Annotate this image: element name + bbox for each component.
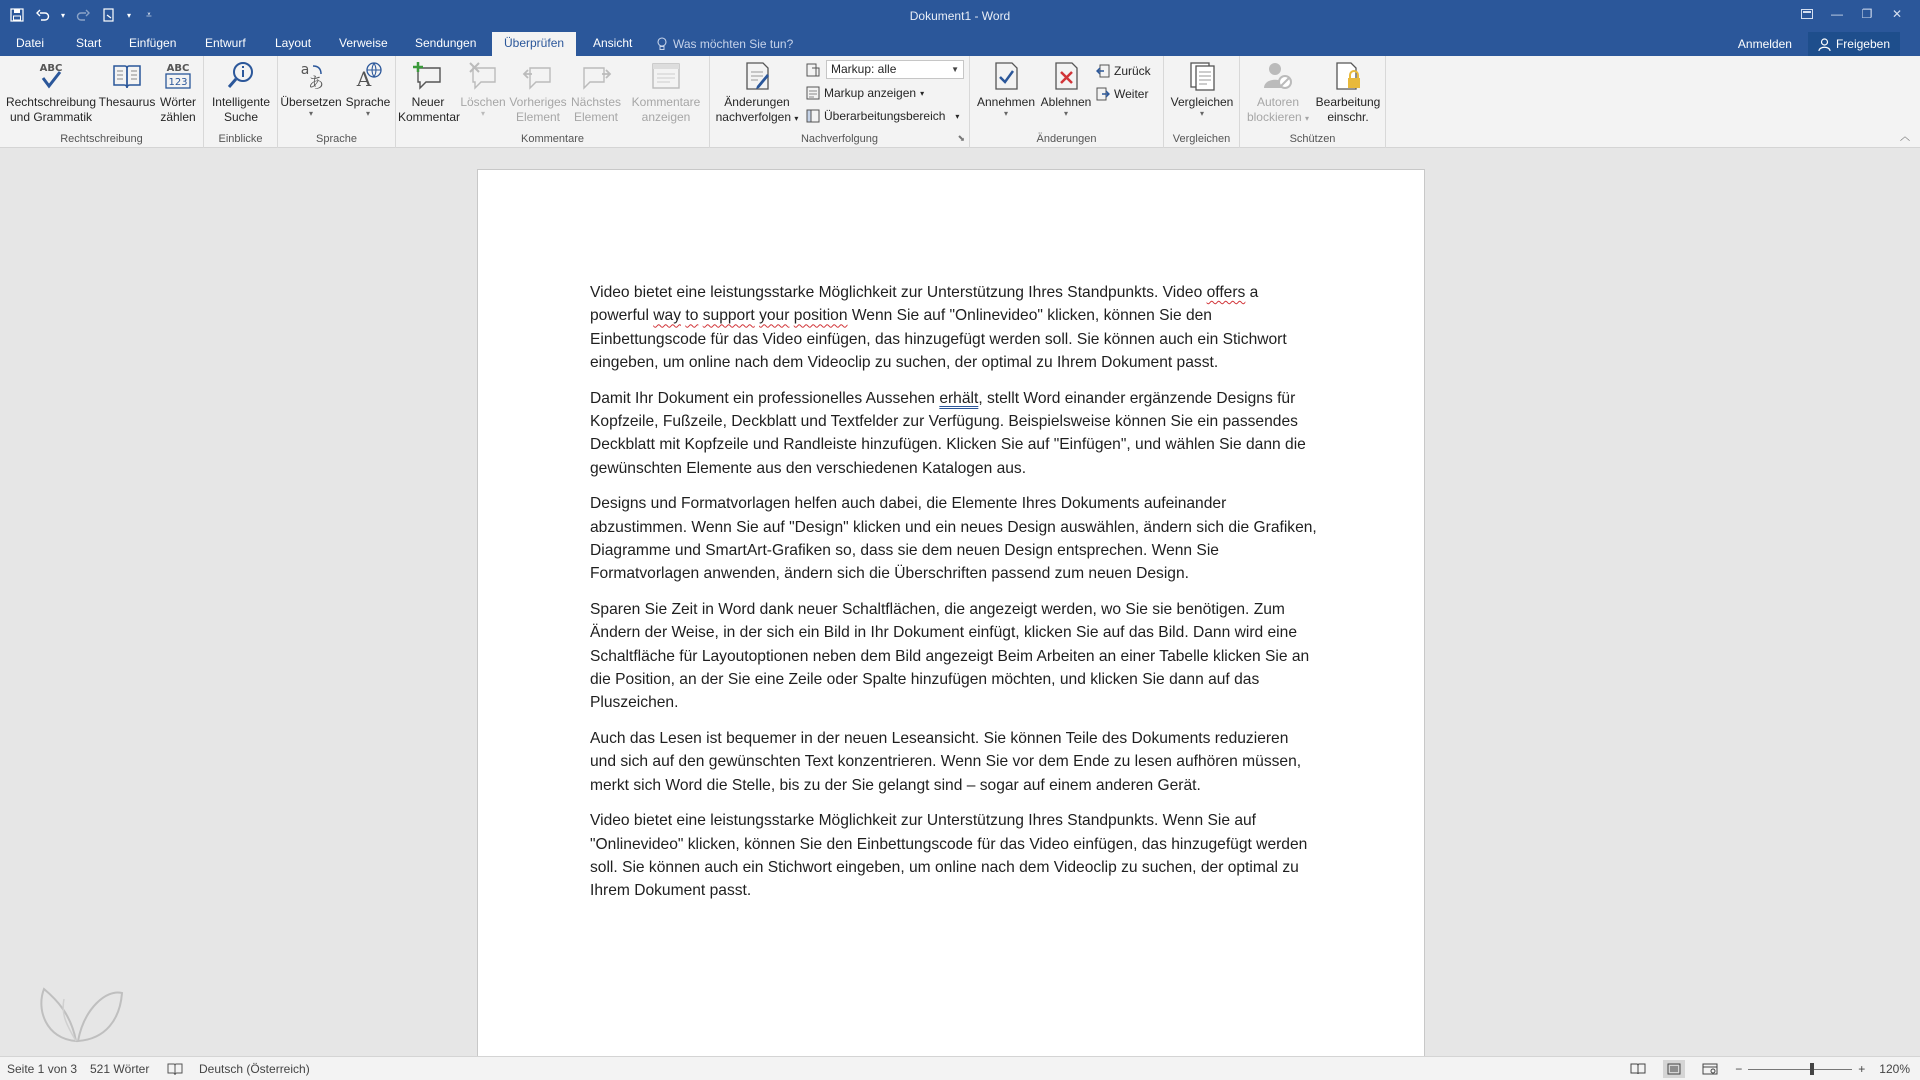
document-canvas[interactable] <box>0 149 1920 1056</box>
track-changes-icon <box>741 60 773 92</box>
grammar-flag-word[interactable]: erhält <box>939 389 979 407</box>
status-bar-right <box>1627 1060 1910 1078</box>
thesaurus-book-icon <box>111 60 143 92</box>
group-nachverfolgung <box>710 56 970 148</box>
paragraph-1 <box>590 281 1317 374</box>
block-authors-icon <box>1262 60 1294 92</box>
group-label-einblicke: Einblicke <box>218 133 263 145</box>
group-label-schuetzen: Schützen <box>1289 133 1336 145</box>
lightbulb-icon <box>656 37 668 51</box>
word-count[interactable]: 521 Wörter <box>90 1062 150 1076</box>
share-button[interactable] <box>1808 32 1900 56</box>
restrict-editing-lock-icon <box>1332 60 1364 92</box>
text-run: Wenn Sie auf "Onlinevideo" klicken, können Sie den Einbettungscode für das Video einfügen, das hinzugefügt werden soll. Sie können auch ein Stichwort eingeben, um online nach dem Videoclip zu suchen, der optimal zu Ihrem Dokument passt. <box>590 307 1287 371</box>
zoom-level[interactable]: 120% <box>1879 1062 1910 1076</box>
paragraph-3: Designs und Formatvorlagen helfen auch dabei, die Elemente Ihres Dokuments aufeinander abzustimmen. Wenn Sie auf "Design" klicken und ein neues Design auswählen, ändern sich die Grafiken, Diagramme und SmartArt-Grafiken so, dass sie dem neuen Design entsprechen. Wenn Sie Formatvorlagen anwenden, ändern sich die Überschriften passend zum neuen Design. <box>590 495 1317 583</box>
accept-button[interactable] <box>974 60 1038 118</box>
reject-caret-icon: ▾ <box>1063 109 1068 118</box>
text-run: Video bietet eine leistungsstarke Möglichkeit zur Unterstützung Ihres Standpunkts. Video <box>590 284 1207 301</box>
translate-button[interactable] <box>280 60 342 118</box>
compare-icon <box>1186 60 1218 92</box>
spelling-label-1: Rechtschreibung <box>5 95 97 109</box>
group-label-sprache: Sprache <box>316 133 357 145</box>
smart-lookup-icon <box>225 60 257 92</box>
group-einblicke <box>204 56 278 148</box>
thesaurus-label: Thesaurus <box>98 95 156 109</box>
accept-label: Annehmen <box>976 95 1036 109</box>
tab-ansicht[interactable]: Ansicht <box>593 36 633 50</box>
tab-layout[interactable]: Layout <box>275 36 312 50</box>
new-comment-label-2: Kommentar <box>398 110 461 124</box>
reviewing-pane-caret-icon: ▾ <box>955 111 960 121</box>
group-aenderungen <box>970 56 1164 148</box>
previous-change-label: Zurück <box>1114 64 1151 78</box>
web-layout-icon[interactable] <box>1699 1060 1721 1078</box>
group-rechtschreibung <box>0 56 204 148</box>
spell-check-icon <box>35 60 67 92</box>
wordcount-label-1: Wörter <box>160 95 196 109</box>
page-count[interactable]: Seite 1 von 3 <box>7 1062 78 1076</box>
svg-text:ABC: ABC <box>39 63 63 74</box>
zoom-in-button[interactable]: + <box>1858 1062 1866 1076</box>
group-vergleichen <box>1164 56 1240 148</box>
show-comments-label-1: Kommentare <box>631 95 701 109</box>
show-comments-button[interactable] <box>624 60 708 125</box>
compare-caret-icon: ▾ <box>1199 109 1204 118</box>
block-authors-button[interactable] <box>1244 60 1312 126</box>
restrict-editing-button[interactable] <box>1312 60 1384 125</box>
svg-text:あ: あ <box>307 73 325 92</box>
print-layout-icon[interactable] <box>1663 1060 1685 1078</box>
track-changes-button[interactable] <box>714 60 800 126</box>
next-comment-label-2: Element <box>573 110 619 124</box>
new-comment-icon <box>412 60 444 92</box>
svg-text:ABC: ABC <box>166 63 190 74</box>
translate-caret-icon: ▾ <box>308 109 313 118</box>
language-caret-icon: ▾ <box>365 109 370 118</box>
touch-dropdown-icon[interactable]: ▾ <box>126 10 131 20</box>
account-area <box>1738 32 1900 56</box>
paragraph-6: Video bietet eine leistungsstarke Möglichkeit zur Unterstützung Ihres Standpunkts. Wenn Sie auf "Onlinevideo" klicken, können Sie den Einbettungscode für das Video einfügen, das hinzugefügt werden soll. Sie können auch ein Stichwort eingeben, um online nach dem Videoclip zu suchen, der optimal zu Ihrem Dokument passt. <box>590 812 1308 900</box>
document-page[interactable] <box>477 169 1425 1059</box>
show-markup-label: Markup anzeigen <box>824 86 917 100</box>
status-bar <box>0 1056 1920 1080</box>
restrict-editing-label-2: einschr. <box>1327 110 1369 124</box>
text-run: a powerful <box>590 284 1259 325</box>
block-authors-label-2: blockieren <box>1246 110 1302 124</box>
group-label-rechtschreibung: Rechtschreibung <box>60 133 143 145</box>
word-count-icon <box>162 60 194 92</box>
svg-text:A: A <box>356 67 372 91</box>
prev-comment-label-1: Vorheriges <box>509 95 567 109</box>
tab-einfuegen[interactable]: Einfügen <box>129 36 177 50</box>
compare-label: Vergleichen <box>1170 95 1234 109</box>
smart-lookup-label-2: Suche <box>223 110 259 124</box>
markup-select[interactable] <box>826 60 964 79</box>
paragraph-2 <box>590 387 1317 480</box>
text-run: Damit Ihr Dokument ein professionelles Aussehen <box>590 389 940 407</box>
reject-button[interactable] <box>1038 60 1094 118</box>
show-comments-icon <box>650 60 682 92</box>
markup-select-value: Markup: alle <box>831 62 897 76</box>
tell-me-box[interactable] <box>656 32 793 56</box>
proofing-status-icon[interactable] <box>167 1062 183 1079</box>
translate-label: Übersetzen <box>280 95 342 109</box>
next-change-button[interactable] <box>1096 84 1148 104</box>
translate-icon <box>295 60 327 92</box>
spelling-error-word[interactable]: way <box>653 307 682 325</box>
previous-comment-icon <box>522 60 554 92</box>
spelling-label-2: und Grammatik <box>9 110 93 124</box>
reviewing-pane-icon <box>806 109 820 123</box>
document-title: Dokument1 - Word <box>909 9 1011 23</box>
track-changes-label-1: Änderungen <box>724 95 790 109</box>
sign-in-link[interactable]: Anmelden <box>1737 37 1792 51</box>
share-label: Freigeben <box>1835 37 1890 51</box>
next-comment-icon <box>580 60 612 92</box>
next-comment-label-1: Nächstes <box>570 95 622 109</box>
spelling-error-word[interactable]: position <box>793 307 848 325</box>
tab-verweise[interactable]: Verweise <box>339 36 388 50</box>
tab-ueberpruefen[interactable]: Überprüfen <box>492 32 576 56</box>
collapse-ribbon-chevron-up-icon[interactable]: ︿ <box>1900 132 1910 143</box>
tab-sendungen[interactable]: Sendungen <box>415 36 477 50</box>
group-label-vergleichen: Vergleichen <box>1172 133 1231 145</box>
show-markup-caret-icon: ▾ <box>920 88 925 98</box>
spelling-grammar-button[interactable] <box>4 60 98 125</box>
prev-comment-label-2: Element <box>515 110 561 124</box>
language-label: Sprache <box>345 95 391 109</box>
language-button[interactable] <box>342 60 394 118</box>
ribbon-tabs <box>0 32 1920 56</box>
next-change-label: Weiter <box>1114 87 1149 101</box>
delete-comment-icon <box>467 60 499 92</box>
spelling-error-word[interactable]: to <box>685 307 699 325</box>
svg-text:a: a <box>300 62 310 78</box>
tab-datei[interactable]: Datei <box>16 36 45 50</box>
paragraph-5: Auch das Lesen ist bequemer in der neuen Leseansicht. Sie können Teile des Dokuments reduzieren und sich auf den gewünschten Text konzentrieren. Wenn Sie vor dem Ende zu lesen aufhören müssen, merkt sich Word die Stelle, bis zu der Sie gelangt sind – sogar auf einem anderen Gerät. <box>590 730 1302 794</box>
track-changes-caret-icon: ▾ <box>794 114 799 123</box>
customize-icon[interactable]: ⩡ <box>146 9 152 21</box>
zoom-out-button[interactable]: − <box>1735 1062 1743 1076</box>
spelling-error-word[interactable]: offers <box>1206 284 1246 301</box>
track-changes-label-2: nachverfolgen <box>715 110 792 124</box>
text-run: , stellt Word einander ergänzende Designs für Kopfzeile, Fußzeile, Deckblatt und Textfelder zur Verfügung. Beispielsweise können Sie ein passendes Deckblatt mit Kopfzeile und Randleiste hinzufügen. Klicken Sie auf "Einfügen", und wählen Sie dann die gewünschten Elemente aus den verschiedenen Katalogen aus. <box>590 389 1306 477</box>
previous-comment-button[interactable] <box>508 60 568 125</box>
show-markup-icon <box>806 86 820 100</box>
butterfly-watermark-icon <box>36 969 126 1049</box>
smart-lookup-label-1: Intelligente <box>211 95 271 109</box>
title-bar <box>0 0 1920 32</box>
undo-dropdown-icon[interactable]: ▾ <box>60 10 65 20</box>
next-comment-button[interactable] <box>568 60 624 125</box>
group-label-aenderungen: Änderungen <box>1036 133 1097 145</box>
paragraph-4: Sparen Sie Zeit in Word dank neuer Schaltflächen, die angezeigt werden, wo Sie sie benötigen. Zum Ändern der Weise, in der sich ein Bild in Ihr Dokument einfügt, klicken Sie auf das Bild. Dann wird eine Schaltfläche für Layoutoptionen neben dem Bild angezeigt Beim Arbeiten an einer Tabelle klicken Sie an die Position, an der Sie eine Zeile oder Spalte hinzufügen möchten, und klicken Sie dann auf das Pluszeichen. <box>590 601 1310 712</box>
compare-button[interactable] <box>1168 60 1236 118</box>
language-status[interactable]: Deutsch (Österreich) <box>199 1062 310 1076</box>
person-icon <box>1818 38 1831 51</box>
zoom-control <box>1735 1062 1865 1076</box>
delete-caret-icon: ▾ <box>480 109 485 118</box>
reject-label: Ablehnen <box>1040 95 1092 109</box>
markup-mode-icon <box>806 63 820 77</box>
window-controls <box>1792 2 1912 26</box>
show-markup-button[interactable] <box>806 83 924 103</box>
close-icon[interactable]: ✕ <box>1891 7 1903 21</box>
group-schuetzen <box>1240 56 1386 148</box>
block-authors-label-1: Autoren <box>1256 95 1300 109</box>
zoom-slider[interactable] <box>1748 1069 1852 1070</box>
new-comment-button[interactable] <box>398 60 461 125</box>
group-sprache <box>278 56 396 148</box>
group-label-nachverfolgung: Nachverfolgung <box>800 133 879 145</box>
svg-text:123: 123 <box>168 77 188 88</box>
delete-comment-label: Löschen <box>460 95 506 109</box>
show-comments-label-2: anzeigen <box>641 110 691 124</box>
tab-entwurf[interactable]: Entwurf <box>205 36 246 50</box>
ribbon-display-options-icon[interactable] <box>1792 2 1822 26</box>
next-change-icon <box>1096 87 1110 101</box>
accept-icon <box>990 60 1022 92</box>
spelling-error-word[interactable]: your <box>759 307 790 325</box>
spelling-error-word[interactable]: support <box>702 307 755 325</box>
markup-mode-icon-wrap <box>806 60 820 80</box>
restore-icon[interactable]: ❐ <box>1861 7 1873 21</box>
ribbon-review <box>0 56 1920 148</box>
previous-change-icon <box>1096 64 1110 78</box>
reject-icon <box>1050 60 1082 92</box>
document-body[interactable] <box>590 281 1317 915</box>
minimize-icon[interactable]: — <box>1831 7 1843 21</box>
wordcount-label-2: zählen <box>160 110 196 124</box>
smart-lookup-button[interactable] <box>206 60 276 125</box>
zoom-slider-thumb[interactable] <box>1810 1063 1814 1075</box>
thesaurus-button[interactable] <box>98 60 156 110</box>
new-comment-label-1: Neuer <box>411 95 445 109</box>
restrict-editing-label-1: Bearbeitung <box>1315 95 1381 109</box>
read-mode-icon[interactable] <box>1627 1060 1649 1078</box>
delete-comment-button[interactable] <box>458 60 508 118</box>
accept-caret-icon: ▾ <box>1003 109 1008 118</box>
tab-start[interactable]: Start <box>76 36 102 50</box>
group-label-kommentare: Kommentare <box>521 133 584 145</box>
markup-select-chevron-down-icon: ▼ <box>951 65 959 74</box>
word-count-button[interactable] <box>156 60 200 125</box>
language-globe-icon <box>352 60 384 92</box>
tell-me-placeholder: Was möchten Sie tun? <box>673 37 794 51</box>
previous-change-button[interactable] <box>1096 61 1151 81</box>
reviewing-pane-label: Überarbeitungsbereich <box>824 109 946 123</box>
block-authors-caret-icon: ▾ <box>1305 114 1310 123</box>
reviewing-pane-button[interactable] <box>806 106 959 126</box>
dialog-launcher-icon[interactable]: ⬊ <box>957 133 965 143</box>
group-kommentare <box>396 56 710 148</box>
